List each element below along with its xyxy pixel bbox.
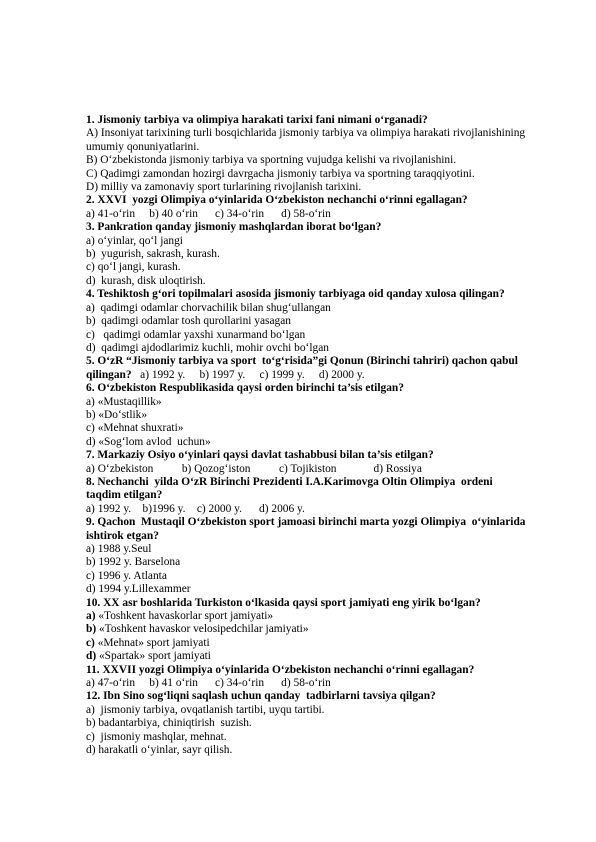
line-text: c) jismoniy mashqlar, mehnat.	[86, 730, 227, 743]
answer-line	[86, 570, 562, 583]
answer-line	[86, 583, 562, 596]
line-text: qilingan?	[86, 368, 132, 381]
line-text: B) Oʻzbekistonda jismoniy tarbiya va sportning vujudga kelishi va rivojlanishini.	[86, 154, 457, 167]
answer-line	[86, 463, 562, 476]
line-text: 1. Jismoniy tarbiya va olimpiya harakati tarixi fani nimani oʻrganadi?	[86, 114, 428, 126]
line-text: 7. Markaziy Osiyo oʻyinlari qaysi davlat tashabbusi bilan ta’sis etilgan?	[86, 449, 434, 462]
question-line	[86, 597, 562, 610]
question-line	[86, 355, 562, 368]
line-text: c) «Mehnat shuxrati»	[86, 422, 184, 435]
question-line	[86, 516, 562, 529]
line-text: 6. Oʻzbekiston Respublikasida qaysi orden birinchi ta’sis etilgan?	[86, 382, 404, 395]
line-text: a) qadimgi odamlar chorvachilik bilan shugʻullangan	[86, 301, 331, 314]
question-line	[86, 664, 562, 677]
question-line	[86, 194, 562, 207]
line-tail: «Mehnat» sport jamiyati	[94, 636, 210, 649]
line-text: b) «Doʻstlik»	[86, 408, 148, 421]
answer-line	[86, 396, 562, 409]
answer-line	[86, 717, 562, 730]
answer-line	[86, 261, 562, 274]
line-text: 4. Teshiktosh gʻori topilmalari asosida jismoniy tarbiyaga oid qanday xulosa qilingan?	[86, 288, 505, 301]
question-line	[86, 476, 562, 489]
line-text: 11. XXVII yozgi Olimpiya oʻyinlarida Oʻzbekiston nechanchi oʻrinni egallagan?	[86, 663, 475, 676]
line-text: 9. Qachon Mustaqil Oʻzbekiston sport jamoasi birinchi marta yozgi Olimpiya oʻyinlarida	[86, 516, 526, 529]
line-text: a) «Mustaqillik»	[86, 395, 162, 408]
answer-line	[86, 302, 562, 315]
line-text: a) jismoniy tarbiya, ovqatlanish tartibi, uyqu tartibi.	[86, 703, 325, 716]
line-text: b)	[86, 623, 97, 636]
line-text: 12. Ibn Sino sogʻliqni saqlash uchun qanday tadbirlarni tavsiya qilgan?	[86, 690, 436, 703]
line-text: 8. Nechanchi yilda OʻzR Birinchi Prezidenti I.A.Karimovga Oltin Olimpiya ordeni	[86, 475, 493, 488]
question-line	[86, 690, 562, 703]
line-text: d)	[86, 650, 97, 663]
question-line	[86, 449, 562, 462]
line-text: b) 1992 y. Barselona	[86, 556, 181, 569]
answer-line	[86, 235, 562, 248]
line-tail: a) 1992 y. b) 1997 y. c) 1999 y. d) 2000 y.	[131, 368, 365, 381]
answer-line	[86, 409, 562, 422]
answer-line	[86, 556, 562, 569]
answer-line	[86, 436, 562, 449]
line-text: d) qadimgi ajdodlarimiz kuchli, mohir ovchi boʻlgan	[86, 341, 329, 354]
question-line	[86, 288, 562, 301]
line-text: b) badantarbiya, chiniqtirish suzish.	[86, 717, 252, 730]
line-text: d) kurash, disk uloqtirish.	[86, 274, 206, 287]
line-text: a)	[86, 610, 96, 623]
answer-line	[86, 248, 562, 261]
line-text: c) qoʻl jangi, kurash.	[86, 261, 181, 274]
answer-line	[86, 650, 562, 663]
line-tail: «Toshkent havaskor velosipedchilar jamiyati»	[96, 623, 309, 636]
answer-line	[86, 127, 562, 154]
answer-line	[86, 181, 562, 194]
answer-line	[86, 610, 562, 623]
answer-line	[86, 704, 562, 717]
line-text: A) Insoniyat tarixining turli bosqichlarida jismoniy tarbiya va olimpiya harakati rivojlanishining umumiy qonuniyatlarini.	[86, 127, 528, 153]
answer-line	[86, 543, 562, 556]
answer-line	[86, 275, 562, 288]
line-text: a) 1988 y.Seul	[86, 543, 152, 555]
answer-line	[86, 637, 562, 650]
line-text: a) 1992 y. b)1996 y. c) 2000 y. d) 2006 y.	[86, 502, 305, 515]
question-line	[86, 489, 562, 502]
line-text: 2. XXVI yozgi Olimpiya oʻyinlarida Oʻzbekiston nechanchi oʻrinni egallagan?	[86, 194, 468, 207]
question-list	[86, 114, 562, 758]
answer-line	[86, 342, 562, 355]
answer-line	[86, 503, 562, 516]
answer-line	[86, 208, 562, 221]
line-text: b) yugurish, sakrash, kurash.	[86, 248, 220, 261]
line-text: c)	[86, 636, 95, 649]
answer-line	[86, 422, 562, 435]
line-text: C) Qadimgi zamondan hozirgi davrgacha jismoniy tarbiya va sportning taraqqiyotini.	[86, 167, 475, 180]
answer-line	[86, 168, 562, 181]
line-text: d) «Sogʻlom avlod uchun»	[86, 435, 211, 448]
answer-line	[86, 369, 562, 382]
line-tail: «Spartak» sport jamiyati	[96, 650, 211, 663]
line-text: d) 1994 y.Lillexammer	[86, 583, 191, 596]
line-text: 10. XX asr boshlarida Turkiston oʻlkasida qaysi sport jamiyati eng yirik boʻlgan?	[86, 596, 481, 609]
question-line	[86, 530, 562, 543]
line-text: 3. Pankration qanday jismoniy mashqlardan iborat boʻlgan?	[86, 221, 382, 234]
answer-line	[86, 623, 562, 636]
line-text: c) qadimgi odamlar yaxshi xunarmand boʻlgan	[86, 328, 306, 341]
answer-line	[86, 677, 562, 690]
line-text: a) 41-oʻrin b) 40 oʻrin c) 34-oʻrin d) 58-oʻrin	[86, 207, 331, 220]
answer-line	[86, 731, 562, 744]
line-text: a) Oʻzbekiston b) Qozogʻiston c) Tojikiston d) Rossiya	[86, 462, 422, 475]
question-line	[86, 221, 562, 234]
answer-line	[86, 315, 562, 328]
line-text: taqdim etilgan?	[86, 489, 163, 502]
line-text: ishtirok etgan?	[86, 529, 159, 542]
line-text: d) harakatli oʻyinlar, sayr qilish.	[86, 744, 233, 757]
line-text: a) oʻyinlar, qoʻl jangi	[86, 234, 183, 247]
question-line	[86, 382, 562, 395]
answer-line	[86, 329, 562, 342]
line-text: b) qadimgi odamlar tosh qurollarini yasagan	[86, 315, 291, 328]
answer-line	[86, 744, 562, 757]
answer-line	[86, 154, 562, 167]
line-text: c) 1996 y. Atlanta	[86, 569, 167, 582]
line-text: D) milliy va zamonaviy sport turlarining rivojlanish tarixini.	[86, 181, 362, 194]
line-text: a) 47-oʻrin b) 41 oʻrin c) 34-oʻrin d) 58-oʻrin	[86, 677, 331, 690]
line-tail: «Toshkent havaskorlar sport jamiyati»	[95, 610, 274, 623]
line-text: 5. OʻzR “Jismoniy tarbiya va sport toʻgʻrisida”gi Qonun (Birinchi tahriri) qachon qabul	[86, 355, 518, 368]
question-line	[86, 114, 562, 127]
